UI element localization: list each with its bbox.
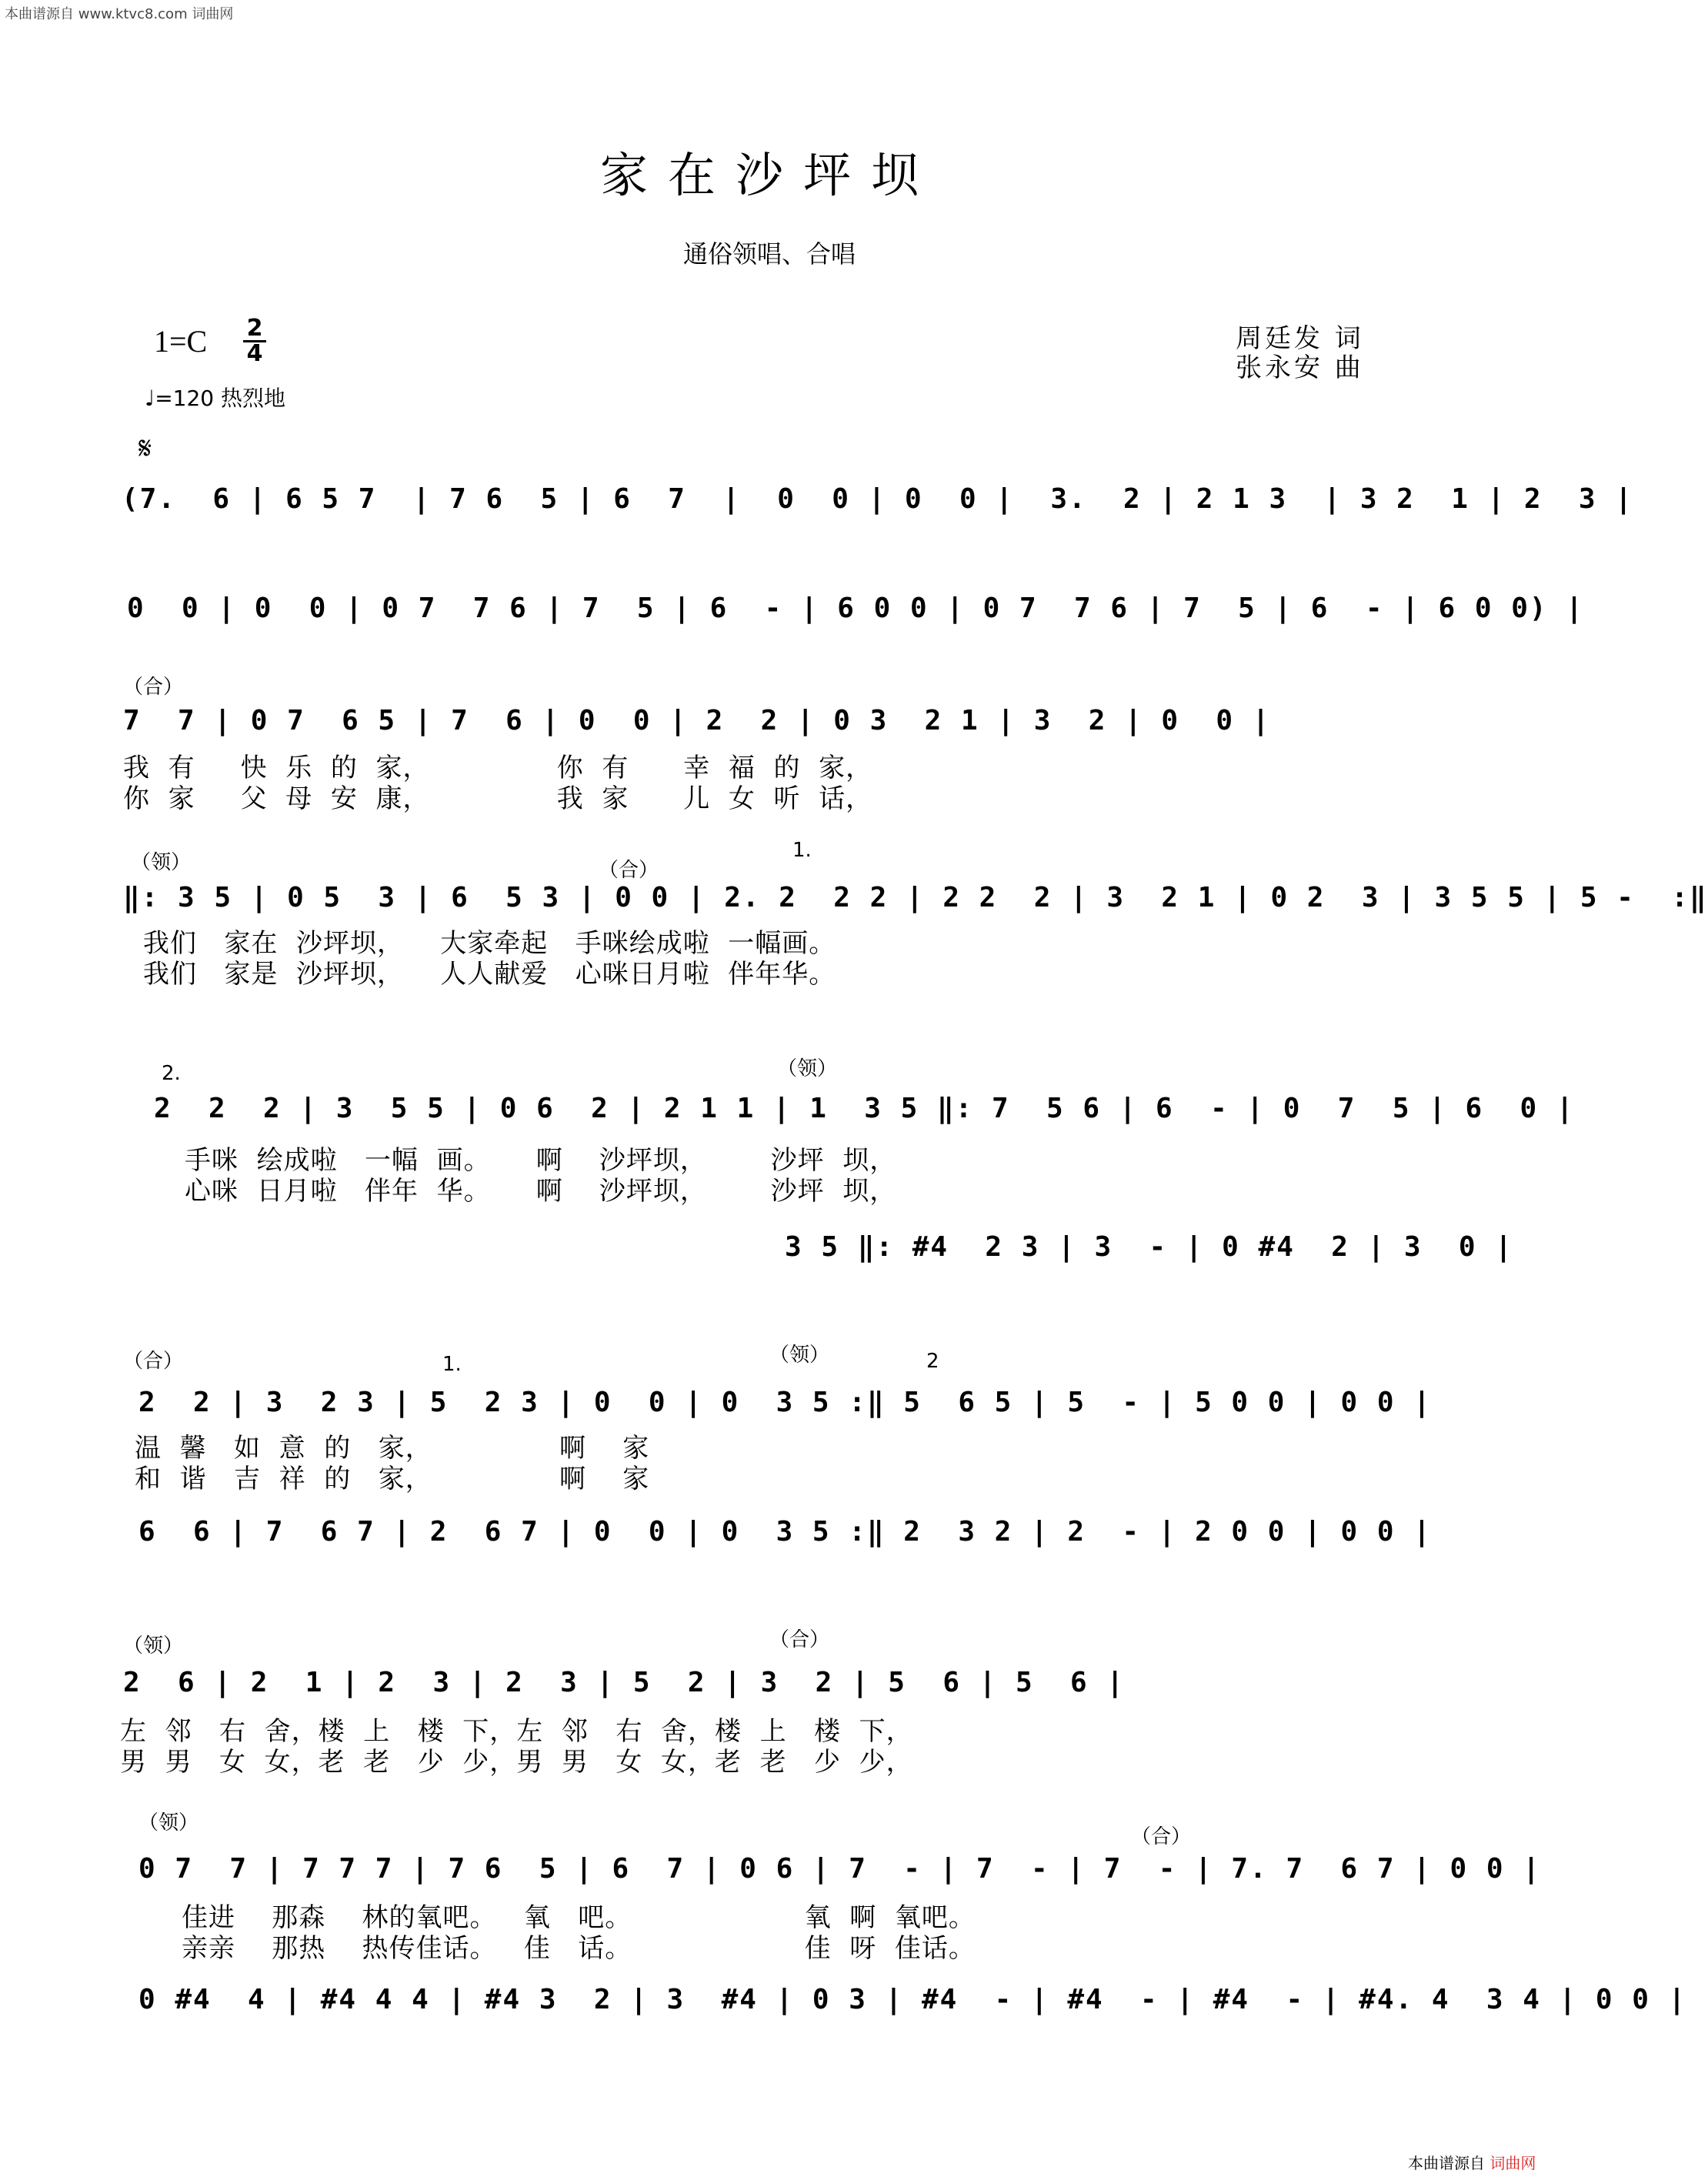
volta-2: 2. — [162, 1062, 181, 1085]
notes: 2 2 2 | 3 5 5 | 0 6 2 | 2 1 1 | 1 3 5 ‖: 7 5 6 | 6 - | 0 7 5 | 6 0 | — [154, 1093, 1575, 1124]
notes: (7. 6 | 6 5 7 | 7 6 5 | 6 7 | 0 0 | 0 0 | 3. 2 | 2 1 3 | 3 2 1 | 2 3 | — [122, 483, 1633, 515]
notes: 0 7 7 | 7 7 7 | 7 6 5 | 6 7 | 0 6 | 7 - | 7 - | 7 - | 7. 7 6 7 | 0 0 | — [138, 1853, 1541, 1885]
composer-credit: 张永安 曲 — [1236, 352, 1364, 383]
watermark-top: 本曲谱源自 www.ktvc8.com 词曲网 — [5, 6, 234, 22]
tempo-marking: ♩=120 热烈地 — [145, 386, 286, 411]
lead-mark: （领） — [131, 851, 192, 874]
notes: 3 5 ‖: #4 2 3 | 3 - | 0 #4 2 | 3 0 | — [785, 1231, 1513, 1263]
footer-watermark — [1408, 2151, 1536, 2173]
notes: 6 6 | 7 6 7 | 2 6 7 | 0 0 | 0 3 5 :‖ 2 3 2 | 2 - | 2 0 0 | 0 0 | — [138, 1516, 1432, 1548]
lyric-line-1: 我们 家在 沙坪坝， 大家牵起 手咪绘成啦 一幅画。 — [143, 928, 836, 959]
volta-2: 2 — [926, 1350, 939, 1373]
time-signature-top: 2 — [243, 317, 266, 342]
chorus-mark: （合） — [1131, 1825, 1192, 1848]
lead-mark: （领） — [138, 1811, 199, 1835]
lyric-line-2: 你 家 父 母 安 康， 我 家 儿 女 听 话， — [123, 783, 873, 814]
song-title: 家在沙坪坝 — [599, 147, 939, 203]
lyric-line-2: 心咪 日月啦 伴年 华。 啊 沙坪坝， 沙坪 坝， — [185, 1176, 897, 1207]
notes: 0 #4 4 | #4 4 4 | #4 3 2 | 3 #4 | 0 3 | #4 - | #4 - | #4 - | #4. 4 3 4 | 0 0 | — [138, 1984, 1687, 2015]
notes: 7 7 | 0 7 6 5 | 7 6 | 0 0 | 2 2 | 0 3 2 1 | 3 2 | 0 0 | — [123, 705, 1271, 736]
footer-right: 词曲网 — [1489, 2154, 1536, 2172]
lyric-line-1: 佳进 那森 林的氧吧。 氧 吧。 氧 啊 氧吧。 — [182, 1902, 976, 1933]
lyric-line-1: 左 邻 右 舍，楼 上 楼 下，左 邻 右 舍，楼 上 楼 下， — [120, 1716, 913, 1747]
lead-mark: （领） — [777, 1057, 838, 1080]
lead-mark: （领） — [123, 1634, 184, 1658]
chorus-mark: （合） — [123, 1350, 184, 1373]
key-signature: 1=C — [154, 324, 208, 359]
lyric-line-1: 温 馨 如 意 的 家， 啊 家 — [135, 1433, 650, 1464]
lyric-line-1: 我 有 快 乐 的 家， 你 有 幸 福 的 家， — [123, 753, 873, 783]
lyric-line-2: 亲亲 那热 热传佳话。 佳 话。 佳 呀 佳话。 — [182, 1933, 976, 1964]
notes: 2 2 | 3 2 3 | 5 2 3 | 0 0 | 0 3 5 :‖ 5 6 5 | 5 - | 5 0 0 | 0 0 | — [138, 1387, 1432, 1418]
footer-left: 本曲谱源自 — [1408, 2154, 1485, 2172]
notes: 2 6 | 2 1 | 2 3 | 2 3 | 5 2 | 3 2 | 5 6 | 5 6 | — [123, 1667, 1126, 1698]
volta-1: 1. — [442, 1353, 462, 1376]
lead-mark: （领） — [769, 1344, 830, 1367]
notes: ‖: 3 5 | 0 5 3 | 6 5 3 | 0 0 | 2. 2 2 2 | 2 2 2 | 3 2 1 | 0 2 3 | 3 5 5 | 5 - :‖ — [123, 882, 1708, 913]
lyric-line-2: 男 男 女 女，老 老 少 少，男 男 女 女，老 老 少 少， — [120, 1747, 913, 1778]
lyric-line-2: 和 谐 吉 祥 的 家， 啊 家 — [135, 1464, 650, 1494]
lyric-line-1: 手咪 绘成啦 一幅 画。 啊 沙坪坝， 沙坪 坝， — [185, 1145, 897, 1176]
time-signature-bottom: 4 — [246, 340, 263, 367]
chorus-mark: （合） — [599, 859, 659, 882]
song-subtitle: 通俗领唱、合唱 — [682, 239, 856, 269]
lyric-line-2: 我们 家是 沙坪坝， 人人献爱 心咪日月啦 伴年华。 — [143, 959, 836, 990]
time-signature — [243, 317, 266, 366]
chorus-mark: （合） — [123, 676, 184, 699]
segno-sign: 𝄋 — [138, 431, 152, 466]
chorus-mark: （合） — [769, 1628, 830, 1651]
lyricist-credit: 周廷发 词 — [1236, 323, 1364, 354]
volta-1: 1. — [792, 839, 812, 862]
notes: 0 0 | 0 0 | 0 7 7 6 | 7 5 | 6 - | 6 0 0 | 0 7 7 6 | 7 5 | 6 - | 6 0 0) | — [127, 593, 1584, 624]
